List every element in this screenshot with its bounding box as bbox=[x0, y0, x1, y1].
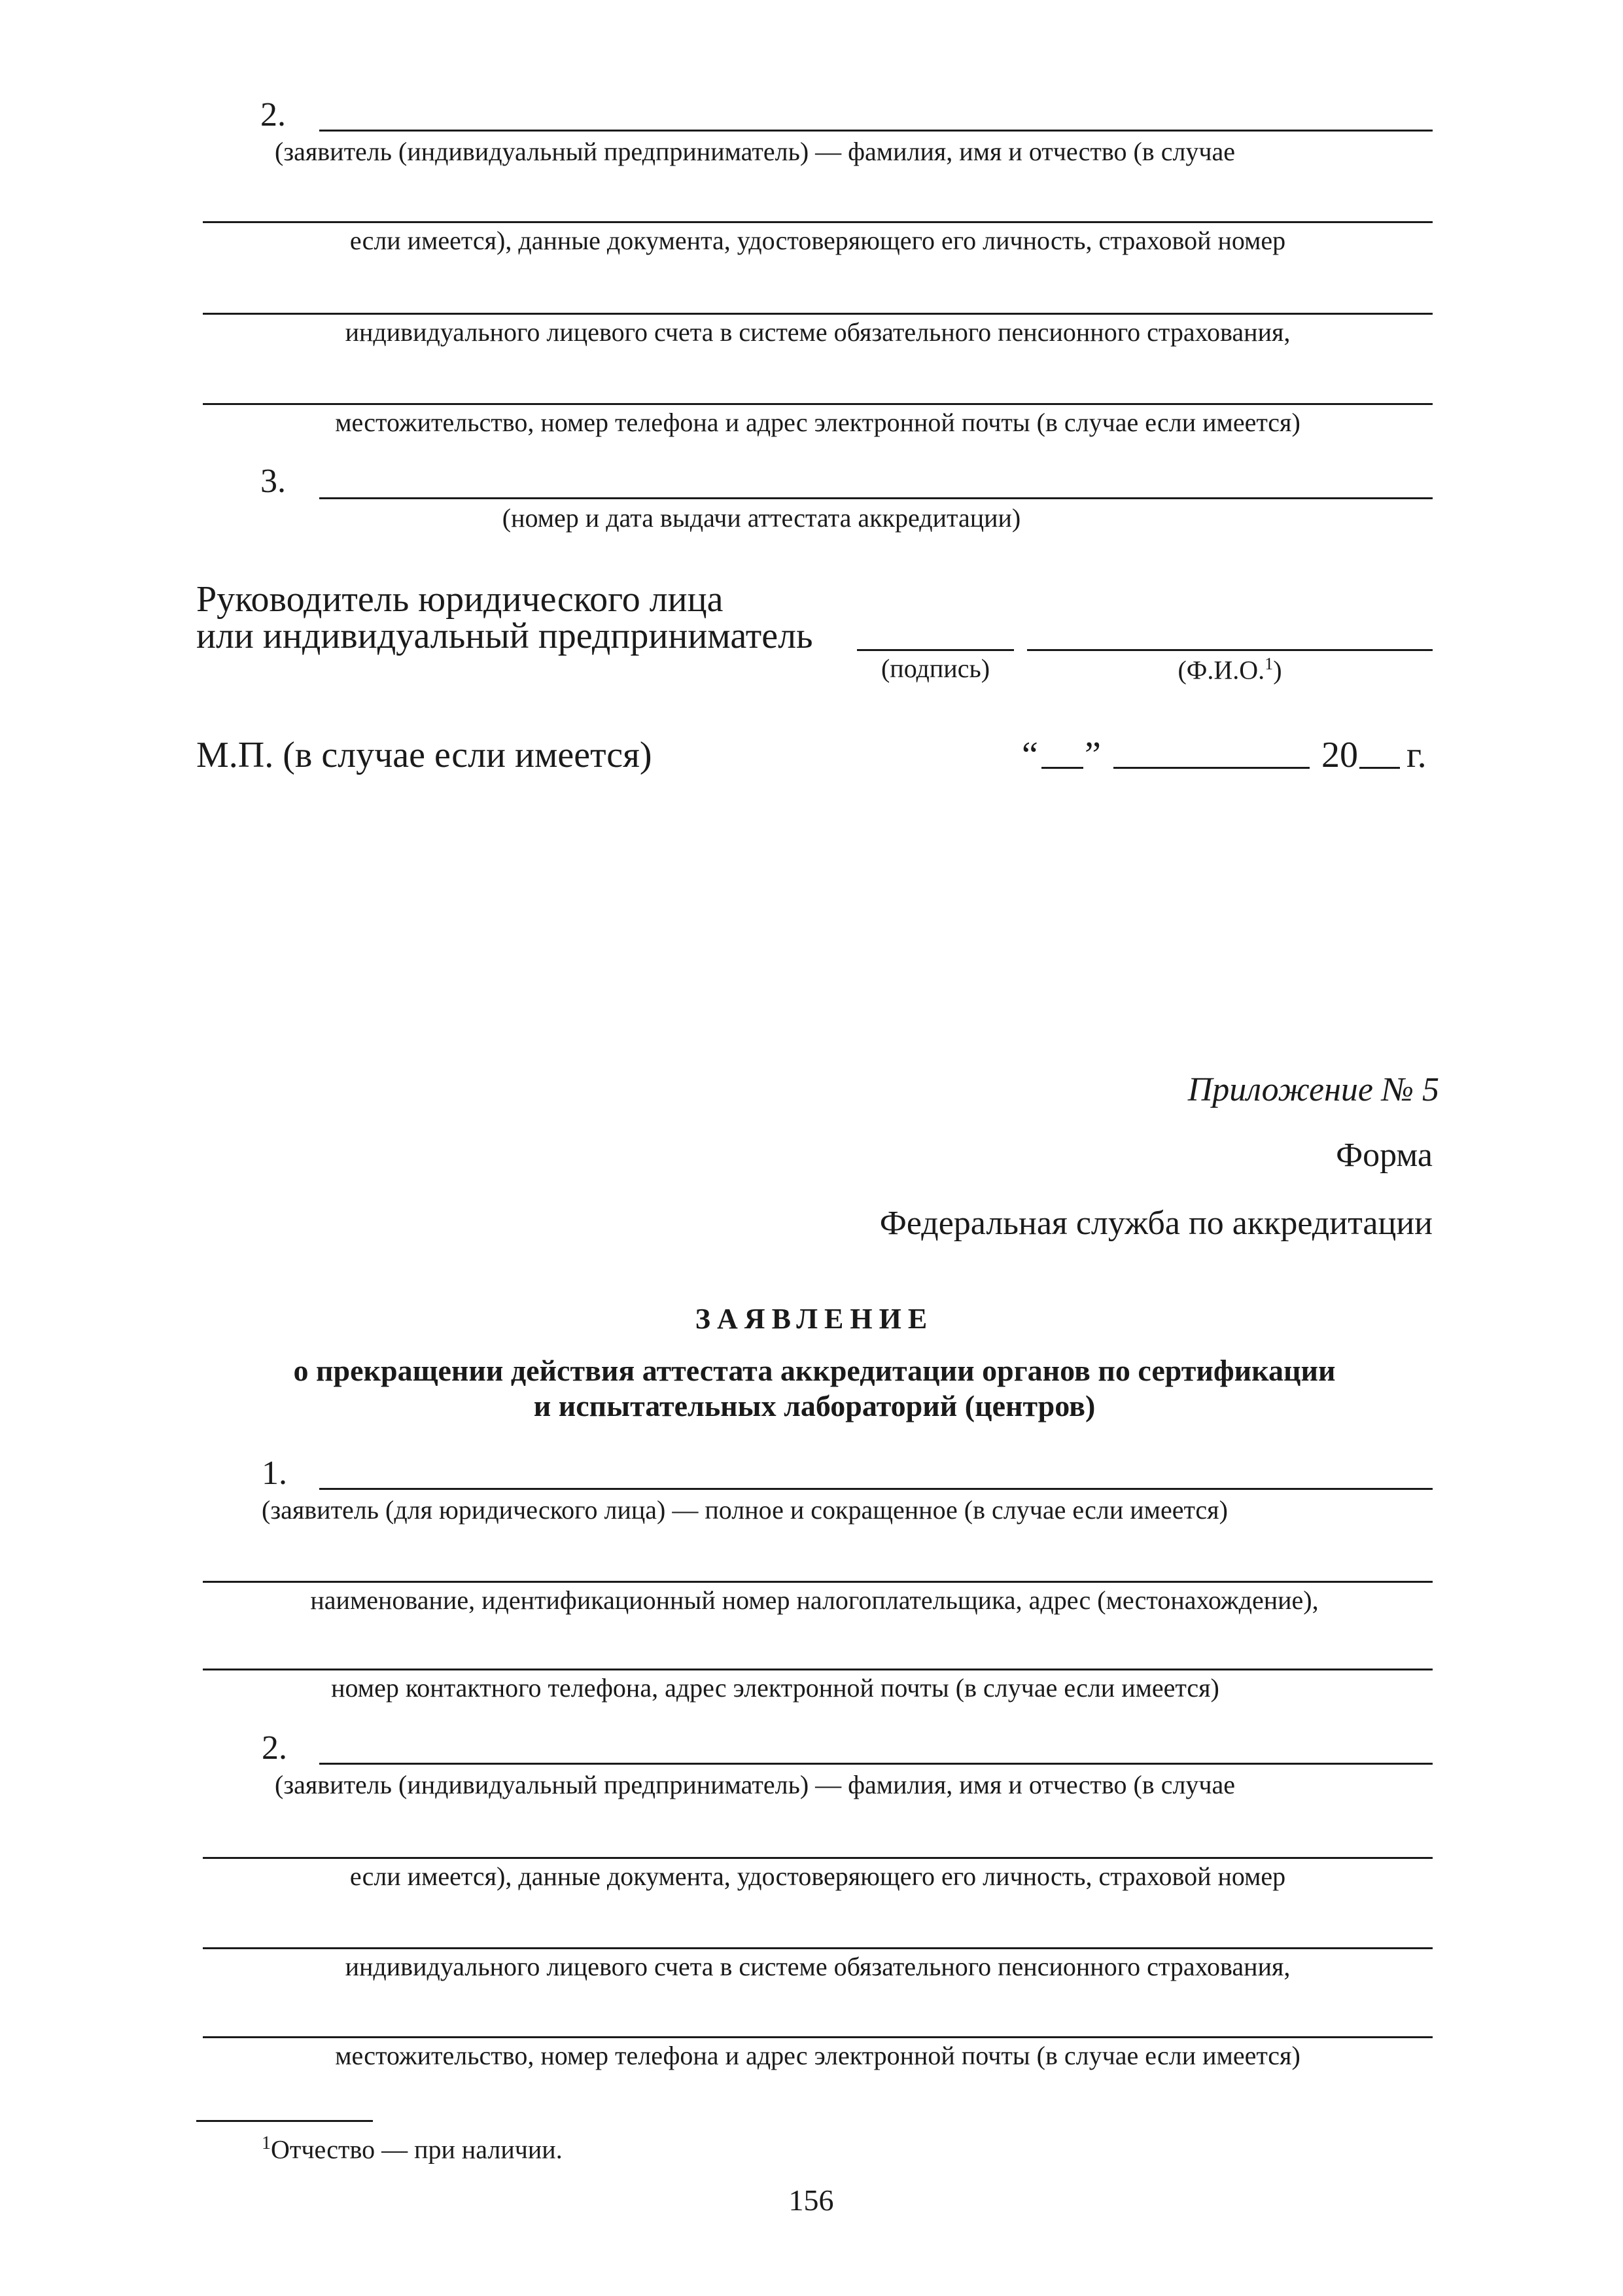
appendix-item-2-number: 2. bbox=[262, 1729, 287, 1767]
appendix-item-2-caption-1: (заявитель (индивидуальный предприниматель) — фамилия, имя и отчество (в случае bbox=[275, 1770, 1236, 1799]
appendix-item-1-fill-line-2 bbox=[203, 1581, 1433, 1583]
date-month-line bbox=[1113, 767, 1310, 769]
appendix-item-1-caption-2: наименование, идентификационный номер налогоплательщика, адрес (местонахождение), bbox=[310, 1585, 1319, 1615]
signatory-line-2: или индивидуальный предприниматель bbox=[196, 616, 813, 656]
appendix-item-1-caption-3: номер контактного телефона, адрес электронной почты (в случае если имеется) bbox=[331, 1673, 1219, 1703]
item-3-caption: (номер и дата выдачи аттестата аккредитации) bbox=[502, 503, 1021, 533]
date-year-line bbox=[1359, 767, 1400, 769]
signatory-line-1: Руководитель юридического лица bbox=[196, 579, 724, 620]
item-2-caption-4: местожительство, номер телефона и адрес электронной почты (в случае если имеется) bbox=[335, 408, 1300, 437]
appendix-item-2-caption-4: местожительство, номер телефона и адрес электронной почты (в случае если имеется) bbox=[335, 2041, 1300, 2070]
date-year-prefix: 20 bbox=[1321, 735, 1358, 775]
date-quote-open: “ bbox=[1022, 735, 1038, 775]
appendix-item-2-fill-line bbox=[319, 1763, 1433, 1765]
form-label: Форма bbox=[1336, 1137, 1433, 1174]
appendix-item-2-caption-2: если имеется), данные документа, удостоверяющего его личность, страховой номер bbox=[349, 1862, 1286, 1891]
signature-line bbox=[857, 649, 1014, 651]
appendix-label: Приложение № 5 bbox=[1187, 1071, 1439, 1108]
appendix-item-2-fill-line-4 bbox=[203, 2036, 1433, 2038]
item-2-fill-line-3 bbox=[203, 313, 1433, 315]
fio-caption: (Ф.И.О.$^1$) bbox=[1178, 654, 1282, 685]
item-2-fill-line bbox=[319, 130, 1433, 132]
seal-text: М.П. (в случае если имеется) bbox=[196, 735, 652, 775]
date-year-suffix: г. bbox=[1406, 735, 1427, 775]
footnote-separator bbox=[196, 2120, 373, 2122]
document-subtitle-2: и испытательных лабораторий (центров) bbox=[533, 1389, 1096, 1422]
date-quote-close: ” bbox=[1085, 735, 1101, 775]
appendix-item-1-fill-line-3 bbox=[203, 1669, 1433, 1670]
date-day-line bbox=[1041, 767, 1083, 769]
item-3-number: 3. bbox=[260, 463, 286, 500]
appendix-item-1-fill-line bbox=[319, 1488, 1433, 1490]
item-3-fill-line bbox=[319, 497, 1433, 499]
document-title: ЗАЯВЛЕНИЕ bbox=[695, 1303, 934, 1335]
appendix-item-1-number: 1. bbox=[262, 1455, 287, 1492]
item-2-caption-1: (заявитель (индивидуальный предприниматель) — фамилия, имя и отчество (в случае bbox=[275, 137, 1236, 166]
footnote: $^1$Отчество — при наличии. bbox=[262, 2133, 563, 2164]
item-2-number: 2. bbox=[260, 96, 286, 133]
recipient: Федеральная служба по аккредитации bbox=[879, 1205, 1433, 1242]
item-2-caption-3: индивидуального лицевого счета в системе обязательного пенсионного страхования, bbox=[345, 317, 1291, 347]
item-2-fill-line-4 bbox=[203, 403, 1433, 405]
appendix-item-2-fill-line-3 bbox=[203, 1947, 1433, 1949]
document-subtitle-1: о прекращении действия аттестата аккредитации органов по сертификации bbox=[293, 1354, 1336, 1387]
signature-caption: (подпись) bbox=[881, 654, 990, 683]
item-2-caption-2: если имеется), данные документа, удостоверяющего его личность, страховой номер bbox=[349, 226, 1286, 255]
appendix-item-2-caption-3: индивидуального лицевого счета в системе обязательного пенсионного страхования, bbox=[345, 1952, 1291, 1981]
fio-line bbox=[1027, 649, 1433, 651]
appendix-item-1-caption-1: (заявитель (для юридического лица) — полное и сокращенное (в случае если имеется) bbox=[262, 1495, 1228, 1525]
appendix-item-2-fill-line-2 bbox=[203, 1857, 1433, 1859]
item-2-fill-line-2 bbox=[203, 221, 1433, 223]
page-number: 156 bbox=[788, 2183, 834, 2217]
